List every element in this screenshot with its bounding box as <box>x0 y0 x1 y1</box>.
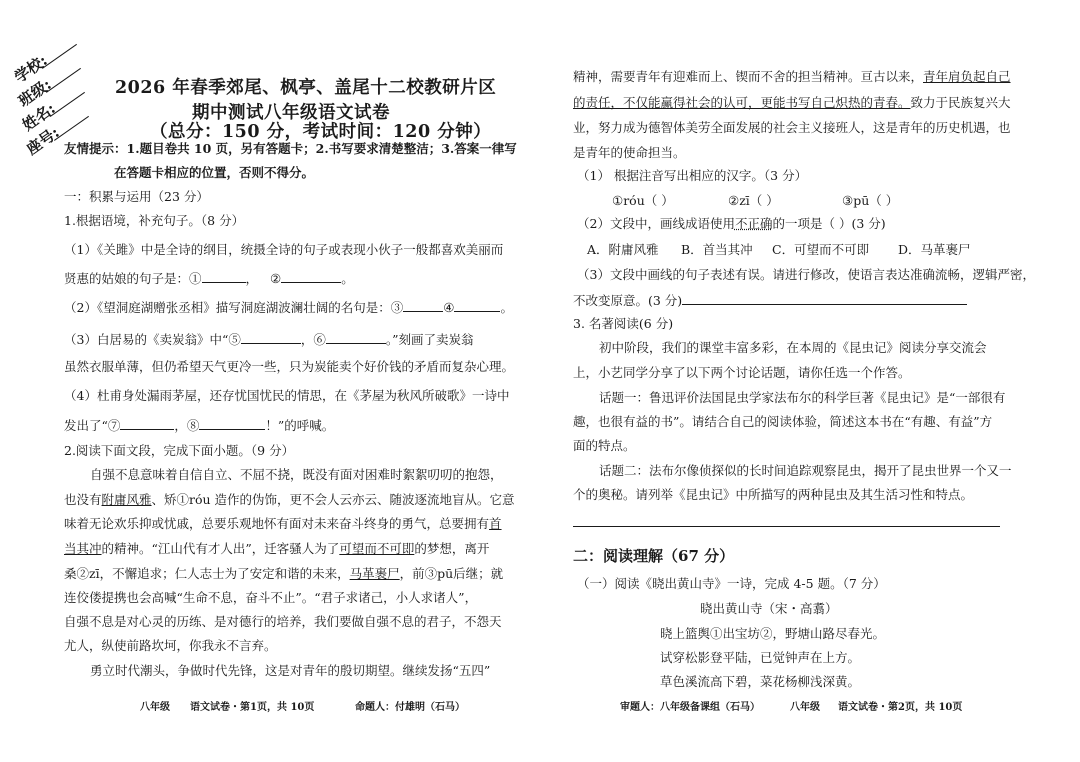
p2-cont-line3: 业，努力成为德智体美劳全面发展的社会主义接班人，这是青年的历史机遇，也 <box>573 120 1011 135</box>
footer-p2-page: 语文试卷・第2页，共 10页 <box>838 702 963 713</box>
q2-para-line3: 味着无论欢乐抑或忧戚，总要乐观地怀有面对未来奋斗终身的勇气，总要拥有首 <box>64 516 502 531</box>
name-line <box>50 92 85 117</box>
pinyin-1: ①róu（ ） <box>612 193 674 208</box>
footer-p1-page: 语文试卷・第1页，共 10页 <box>190 702 315 713</box>
q2-para-line1: 自强不息意味着自信自立、不屈不挠，既没有面对困难时絮絮叨叨的抱怨， <box>90 467 503 482</box>
q1-s1b: 贤惠的姑娘的句子是：① ， ② 。 <box>64 271 354 286</box>
subq2-stem: （2）文段中，画线成语使用不正确的一项是（ ）(3 分) <box>577 216 886 231</box>
option-a[interactable]: A．附庸风雅 <box>587 242 659 257</box>
subq1-stem: （1） 根据注音写出相应的汉字。（3 分） <box>577 168 808 183</box>
p2-cont-line4: 是青年的使命担当。 <box>573 145 686 160</box>
underlined-idiom-4: 马革裹尸 <box>349 566 400 581</box>
subq3-line1: （3）文段中画线的句子表述有误。请进行修改，使语言表达准确流畅，逻辑严密， <box>577 267 1035 282</box>
notice-line2: 在答题卡相应的位置，否则不得分。 <box>114 165 315 180</box>
answer-blank-6[interactable] <box>326 330 386 344</box>
answer-blank-2[interactable] <box>281 269 341 283</box>
exam-title-line2: 期中测试八年级语文试卷 <box>192 103 390 123</box>
q2-para-line7: 自强不息是对心灵的历练、是对德行的培养，我们要做自强不息的君子，不怨天 <box>64 614 502 629</box>
part1-heading: 一：积累与运用（23 分） <box>64 189 209 204</box>
school-label: 学校: <box>11 51 51 87</box>
footer-p2-grade: 八年级 <box>790 702 820 713</box>
q1-s3b: 虽然衣服单薄，但仍希望天气更冷一些，只为炭能卖个好价钱的矛盾而复杂心理。 <box>64 359 515 374</box>
poem-title: 晓出黄山寺（宋・高翥） <box>700 601 838 616</box>
q1-s1a: （1）《关雎》中是全诗的纲目，统摄全诗的句子或表现小伙子一般都喜欢美丽而 <box>64 242 504 257</box>
underlined-idiom-2a: 首 <box>489 516 502 531</box>
q2-para-line8: 尤人，纵使前路坎坷，你我永不言弃。 <box>64 638 277 653</box>
q1-s2: （2）《望洞庭湖赠张丞相》描写洞庭湖波澜壮阔的名句是：③ ④ 。 <box>64 300 513 315</box>
class-label: 班级: <box>15 75 55 111</box>
q2-para-line5: 桑②zī，不懈追求；仁人志士为了安定和谐的未来，马革裹尸，前③pū后继；就 <box>64 566 504 581</box>
pinyin-3: ③pū（ ） <box>842 193 899 208</box>
q2-para-line4: 当其冲的精神。“江山代有才人出”，迁客骚人为了可望而不可即的梦想，离开 <box>64 541 490 556</box>
notice-text1: 1.题目卷共 10 页，另有答题卡；2.书写要求清楚整洁；3.答案一律写 <box>126 141 517 156</box>
footer-p1-author: 命题人：付雄明（石马） <box>355 702 465 713</box>
notice-lead: 友情提示： <box>64 141 127 156</box>
q1-stem: 1.根据语境，补充句子。（8 分） <box>64 213 245 228</box>
q3-para1: 初中阶段，我们的课堂丰富多彩，在本周的《昆虫记》阅读分享交流会 <box>599 340 987 355</box>
option-c[interactable]: C．可望而不可即 <box>772 242 870 257</box>
poem-line3: 草色溪流高下碧，菜花杨柳浅深黄。 <box>660 674 861 689</box>
seat-label: 座号: <box>23 123 63 159</box>
footer-p1-grade: 八年级 <box>140 702 170 713</box>
q1-s4b: 发出了“⑦ ，⑧ ！”的呼喊。 <box>64 418 335 433</box>
p2-cont-line1: 精神，需要青年有迎难而上、锲而不舍的担当精神。亘古以来，青年肩负起自己 <box>573 69 1011 84</box>
exam-title-line3: （总分：150 分，考试时间：120 分钟） <box>150 122 492 142</box>
seat-line <box>54 116 89 141</box>
exam-title-line1: 2026 年春季郊尾、枫亭、盖尾十二校教研片区 <box>115 78 497 98</box>
name-label: 姓名: <box>19 99 59 135</box>
answer-blank-3[interactable] <box>403 298 443 312</box>
answer-blank-7[interactable] <box>120 416 174 430</box>
p2-cont-line2: 的责任，不仅能赢得社会的认可，更能书写自己炽热的青春。致力于民族复兴大 <box>573 95 1011 110</box>
answer-line-subq3[interactable] <box>682 291 967 305</box>
topic1-line3: 面的特点。 <box>573 438 636 453</box>
answer-blank-8[interactable] <box>199 416 265 430</box>
underlined-idiom-1: 附庸风雅 <box>101 492 152 507</box>
answer-line-q3[interactable] <box>573 526 1000 527</box>
q1-s4a: （4）杜甫身处漏雨茅屋，还存忧国忧民的情思，在《茅屋为秋风所破歌》一诗中 <box>64 388 510 403</box>
poem-line1: 晓上篮舆①出宝坊②，野塘山路尽春光。 <box>660 626 886 641</box>
subq3-line2: 不改变原意。(3 分) <box>573 291 967 310</box>
q2-para-line2: 也没有附庸风雅、矫①róu 造作的伪饰，更不会人云亦云、随波逐流地盲从。它意 <box>64 492 515 507</box>
topic2-line2: 个的奥秘。请列举《昆虫记》中所描写的两种昆虫及其生活习性和特点。 <box>573 487 974 502</box>
q2-para-line9: 勇立时代潮头，争做时代先锋，这是对青年的殷切期望。继续发扬“五四” <box>90 663 491 678</box>
underlined-sentence-a: 青年肩负起自己 <box>923 69 1011 84</box>
emphasis-incorrect: 不正确 <box>734 216 773 231</box>
notice-line1 <box>64 140 517 158</box>
q3-para2: 上，小艺同学分享了以下两个讨论话题，请你任选一个作答。 <box>573 365 911 380</box>
underlined-sentence-b: 的责任，不仅能赢得社会的认可，更能书写自己炽热的青春。 <box>573 95 911 110</box>
poem-line2: 试穿松影登平陆，已觉钟声在上方。 <box>660 650 861 665</box>
part2-heading: 二：阅读理解（67 分） <box>573 547 735 565</box>
pinyin-2: ②zī（ ） <box>728 193 779 208</box>
school-line <box>42 44 77 69</box>
q2-stem: 2.阅读下面文段，完成下面小题。（9 分） <box>64 443 295 458</box>
topic1-line1: 话题一：鲁迅评价法国昆虫学家法布尔的科学巨著《昆虫记》是“一部很有 <box>599 390 1006 405</box>
answer-blank-4[interactable] <box>454 298 500 312</box>
part2-sub1: （一）阅读《晓出黄山寺》一诗，完成 4-5 题。（7 分） <box>577 576 886 591</box>
answer-blank-1[interactable] <box>202 269 246 283</box>
option-b[interactable]: B．首当其冲 <box>681 242 753 257</box>
answer-blank-5[interactable] <box>241 330 301 344</box>
q3-stem: 3. 名著阅读(6 分) <box>573 316 674 331</box>
q1-s3a: （3）白居易的《卖炭翁》中“⑤ ，⑥ 。”刻画了卖炭翁 <box>64 332 474 347</box>
student-info-fields <box>10 42 120 159</box>
topic1-line2: 趣，也很有益的书”。请结合自己的阅读体验，简述这本书在“有趣、有益”方 <box>573 414 993 429</box>
exam-page-2 <box>540 0 1080 762</box>
option-d[interactable]: D．马革裹尸 <box>898 242 971 257</box>
footer-p2-reviewer: 审题人：八年级备课组（石马） <box>620 702 760 713</box>
class-line <box>46 68 81 93</box>
q2-para-line6: 连佼偻提携也会高喊“生命不息，奋斗不止”。“君子求诸己，小人求诸人”， <box>64 590 478 605</box>
underlined-idiom-3: 可望而不可即 <box>339 541 415 556</box>
topic2-line1: 话题二：法布尔像侦探似的长时间追踪观察昆虫，揭开了昆虫世界一个又一 <box>599 463 1012 478</box>
underlined-idiom-2b: 当其冲 <box>64 541 102 556</box>
